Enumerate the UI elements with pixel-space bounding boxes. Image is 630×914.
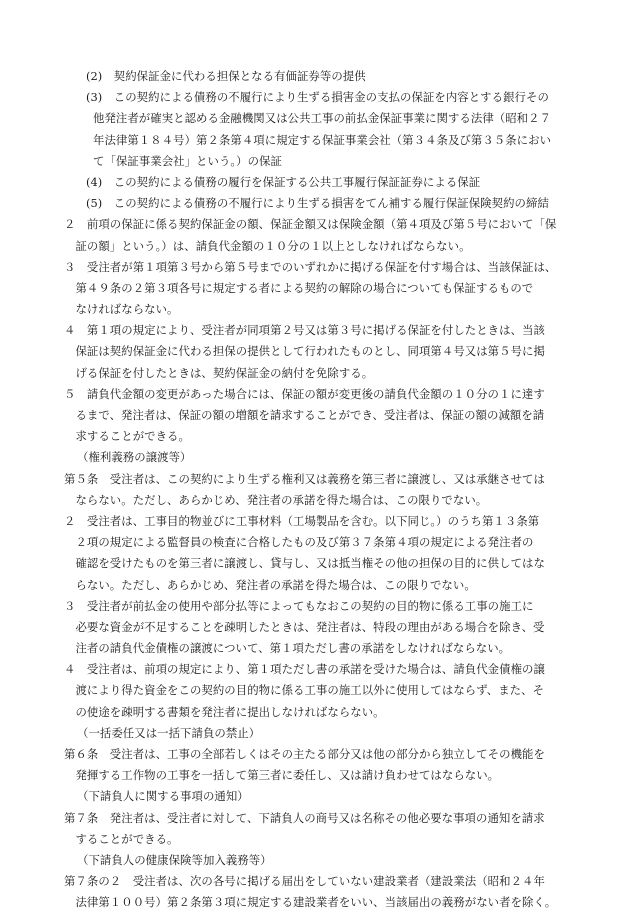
- text-line: ３ 受注者が第１項第３号から第５号までのいずれかに掲げる保証を付す場合は、当該保証は、: [64, 259, 557, 274]
- text-line: 第６条 受注者は、工事の全部若しくはその主たる部分又は他の部分から独立してその機能を: [64, 747, 545, 761]
- text-line: ４ 第１項の規定により、受注者が同項第２号又は第３号に掲げる保証を付したときは、当該: [64, 323, 545, 338]
- text-line: （権利義務の譲渡等）: [77, 450, 192, 465]
- text-line: ４ 受注者は、前項の規定により、第１項ただし書の承諾を受けた場合は、請負代金債権の譲: [64, 662, 545, 677]
- text-line: て「保証事業会社」という。）の保証: [93, 153, 282, 168]
- text-line: (5) この契約による債務の不履行により生ずる損害をてん補する履行保証保険契約の締結: [86, 196, 549, 211]
- text-line: (4) この契約による債務の履行を保証する公共工事履行保証証券による保証: [86, 174, 481, 189]
- text-line: 渡により得た資金をこの契約の目的物に係る工事の施工以外に使用してはならず、また、そ: [64, 683, 545, 698]
- text-line: ５ 請負代金額の変更があった場合には、保証の額が変更後の請負代金額の１０分の１に達す: [64, 386, 545, 401]
- text-line: （一括委任又は一括下請負の禁止）: [77, 725, 261, 740]
- text-line: げる保証を付したときは、契約保証金の納付を免除する。: [64, 365, 374, 380]
- text-line: 第５条 受注者は、この契約により生ずる権利又は義務を第三者に譲渡し、又は承継させては: [64, 471, 545, 486]
- text-line: の使途を疎明する書類を発注者に提出しなければならない。: [64, 704, 385, 719]
- text-line: 確認を受けたものを第三者に譲渡し、貸与し、又は抵当権その他の担保の目的に供してはな: [64, 556, 545, 571]
- text-line: ２ 前項の保証に係る契約保証金の額、保証金額又は保険金額（第４項及び第５号において「保: [64, 217, 557, 232]
- text-line: 第７条の２ 受注者は、次の各号に掲げる届出をしていない建設業者（建設業法（昭和２４年: [64, 874, 545, 889]
- text-line: 発揮する工作物の工事を一括して第三者に委任し、又は請け負わせてはならない。: [64, 768, 500, 783]
- text-line: なければならない。: [64, 302, 179, 317]
- text-line: 必要な資金が不足することを疎明したときは、発注者は、特段の理由がある場合を除き、受: [64, 619, 545, 634]
- text-line: 第７条 発注者は、受注者に対して、下請負人の商号又は名称その他必要な事項の通知を請求: [64, 810, 545, 825]
- text-line: 求することができる。: [64, 429, 190, 444]
- text-line: （下請負人に関する事項の通知）: [77, 789, 249, 804]
- document-page: [64, 66, 576, 914]
- text-line: (2) 契約保証金に代わる担保となる有価証券等の提供: [86, 69, 366, 83]
- text-line: ３ 受注者が前払金の使用や部分払等によってもなおこの契約の目的物に係る工事の施工に: [64, 598, 534, 613]
- text-line: ならない。ただし、あらかじめ、発注者の承諾を得た場合は、この限りでない。: [64, 492, 488, 507]
- text-line: 法律第１００号）第２条第３項に規定する建設業者をいい、当該届出の義務がない者を除く。: [64, 895, 557, 910]
- text-line: ２ 受注者は、工事目的物並びに工事材料（工場製品を含む。以下同じ。）のうち第１３条第: [64, 513, 540, 528]
- text-line: るまで、発注者は、保証の額の増額を請求することができ、受注者は、保証の額の減額を請: [64, 408, 545, 422]
- text-line: らない。ただし、あらかじめ、発注者の承諾を得た場合は、この限りでない。: [64, 577, 476, 592]
- text-line: 他発注者が確実と認める金融機関又は公共工事の前払金保証事業に関する法律（昭和２７: [93, 111, 552, 126]
- text-line: 注者の請負代金債権の譲渡について、第１項ただし書の承諾をしなければならない。: [64, 641, 511, 656]
- text-line: (3) この契約による債務の不履行により生ずる損害金の支払の保証を内容とする銀行その: [86, 90, 549, 105]
- text-line: 証の額」という。）は、請負代金額の１０分の１以上としなければならない。: [64, 238, 471, 253]
- text-line: 第４９条の２第３項各号に規定する者による契約の解除の場合についても保証するもので: [64, 280, 534, 295]
- text-line: 保証は契約保証金に代わる担保の提供として行われたものとし、同項第４号又は第５号に掲: [64, 344, 545, 359]
- text-line: ２項の規定による監督員の検査に合格したもの及び第３７条第４項の規定による発注者の: [64, 535, 534, 550]
- text-line: 年法律第１８４号）第２条第４項に規定する保証事業会社（第３４条及び第３５条におい: [93, 132, 552, 147]
- text-line: することができる。: [64, 831, 179, 846]
- text-line: （下請負人の健康保険等加入義務等）: [77, 852, 272, 867]
